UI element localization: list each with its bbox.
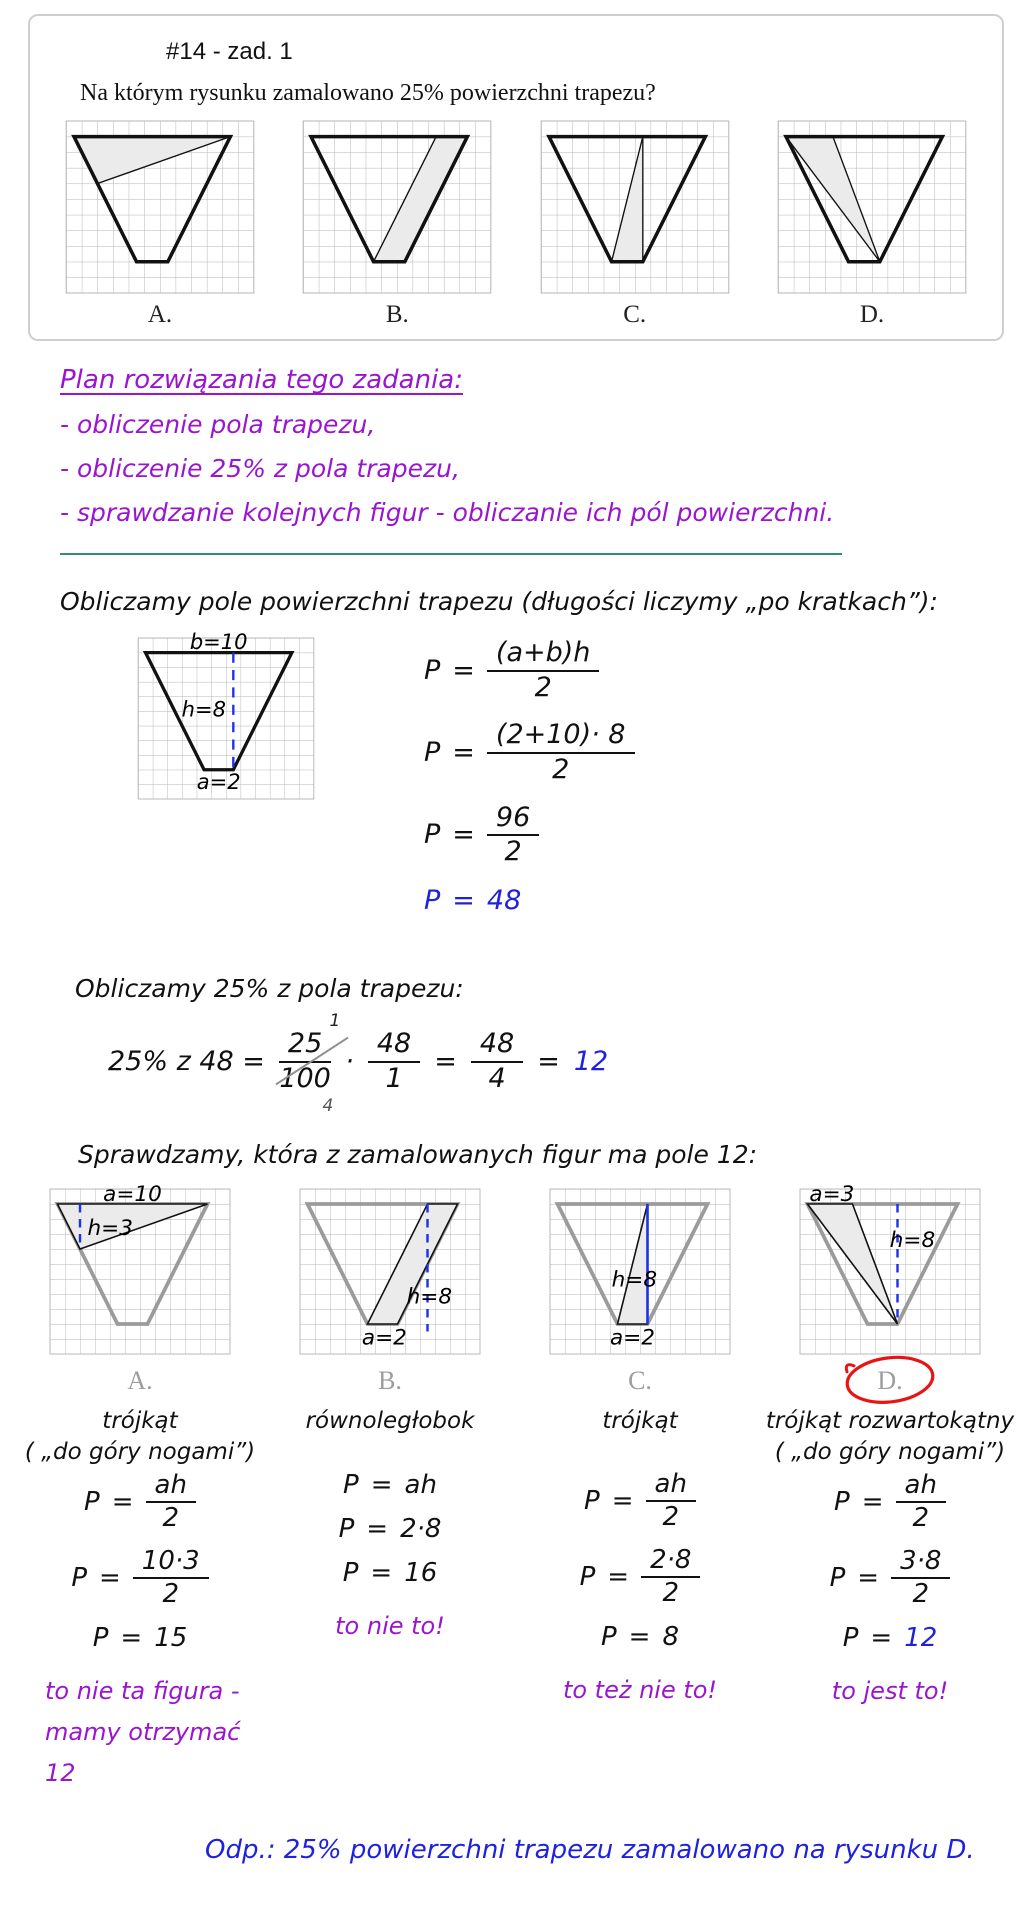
- formula-lhs: P: [84, 1486, 100, 1517]
- check-column-d: [765, 1181, 1015, 1794]
- formula-value: 2·8: [400, 1513, 442, 1544]
- check-label-b: [368, 1364, 412, 1398]
- label-h: h=8: [181, 696, 226, 722]
- fraction-denominator: 100: [279, 1062, 331, 1094]
- check-label-c-text: C.: [628, 1365, 652, 1395]
- fraction-numerator: 25: [279, 1029, 331, 1063]
- percent-lead: 25% z 48 =: [108, 1045, 265, 1077]
- formula-lhs: P: [834, 1486, 850, 1517]
- fraction-denominator: 2: [662, 1502, 680, 1533]
- formula-lhs: P: [579, 1561, 596, 1592]
- formula-eq: =: [452, 885, 475, 917]
- formula-eq: =: [870, 1623, 893, 1654]
- label-h: h=8: [611, 1267, 658, 1292]
- trapezoid-diagram-d: [778, 121, 966, 293]
- formula-eq: =: [607, 1561, 630, 1592]
- problem-figure-a: [66, 121, 254, 329]
- formula-lhs: P: [584, 1485, 600, 1516]
- fraction: [146, 1471, 196, 1533]
- figure-type-b: [306, 1404, 475, 1466]
- formula-value: 15: [154, 1623, 188, 1654]
- formula-lhs: P: [342, 1557, 359, 1588]
- check-columns: [15, 1181, 1017, 1794]
- label-h: h=3: [87, 1215, 133, 1241]
- formula-lhs: P: [424, 737, 441, 769]
- fraction: [487, 720, 635, 784]
- fraction-denominator: 2: [912, 1579, 930, 1610]
- check-label-a-text: A.: [127, 1365, 153, 1395]
- figure-type-a: [25, 1404, 255, 1467]
- formula-lhs: P: [424, 885, 441, 917]
- equals-sign: =: [537, 1045, 560, 1077]
- formula-eq: =: [628, 1621, 651, 1652]
- area-row: [138, 628, 1032, 934]
- figure-type-line: równoległobok: [305, 1407, 475, 1434]
- formula-eq: =: [111, 1486, 134, 1517]
- option-label-b: B.: [385, 301, 409, 328]
- figure-type-line: ( „do góry nogami”): [774, 1439, 1006, 1466]
- fraction: [487, 803, 539, 867]
- option-label-c: C.: [623, 301, 647, 328]
- area-steps: [424, 638, 635, 934]
- formula-step: [71, 1547, 208, 1609]
- percent-heading: Obliczamy 25% z pola trapezu:: [75, 974, 464, 1004]
- verdict-line: to nie to!: [335, 1611, 445, 1640]
- problem-figures-row: [48, 121, 984, 329]
- formula-step: [834, 1471, 946, 1533]
- formula-eq: =: [452, 654, 475, 686]
- formula-step: [580, 1546, 701, 1608]
- section-divider: [60, 553, 842, 555]
- option-label-d: D.: [859, 301, 885, 328]
- verdict-b: [335, 1606, 445, 1647]
- formula-lhs: P: [338, 1513, 355, 1544]
- formula-eq: =: [120, 1623, 143, 1654]
- label-a: a=2: [196, 768, 241, 794]
- formula-lhs: P: [600, 1621, 617, 1652]
- verdict-line: to nie ta figura -: [45, 1677, 240, 1706]
- formula-value: ah: [404, 1469, 437, 1500]
- fraction-numerator: ah: [646, 1470, 696, 1503]
- figure-type-c: [602, 1404, 677, 1466]
- figure-type-line: trójkąt rozwartokątny: [765, 1407, 1015, 1434]
- verdict-line: to też nie to!: [562, 1675, 718, 1704]
- formula-lhs: P: [343, 1469, 359, 1500]
- fraction-numerator: (2+10)· 8: [487, 720, 635, 754]
- formula-step: [343, 1558, 438, 1588]
- percent-calculation: [108, 1011, 1032, 1116]
- fraction-denominator: 4: [488, 1062, 506, 1094]
- label-a: a=3: [809, 1181, 855, 1207]
- problem-box: [28, 14, 1004, 341]
- label-a: a=10: [103, 1181, 162, 1207]
- fraction: [646, 1470, 696, 1532]
- verdict-a: [45, 1671, 265, 1793]
- check-label-b-text: B.: [378, 1365, 402, 1395]
- formula-result: [424, 885, 635, 916]
- figure-type-line: trójkąt: [602, 1407, 678, 1434]
- fraction-numerator: 2·8: [641, 1546, 700, 1579]
- formula-step: [343, 1470, 437, 1500]
- formula-step: [830, 1547, 951, 1609]
- formula-value: 12: [904, 1623, 938, 1654]
- percent-result: 12: [573, 1045, 609, 1077]
- trapezoid-dimensions-diagram: [138, 628, 314, 799]
- plan-item: - sprawdzanie kolejnych figur - obliczanie ich pól powierzchni.: [60, 498, 835, 527]
- label-a: a=2: [610, 1325, 655, 1351]
- plan-item: - obliczenie pola trapezu,: [60, 410, 376, 439]
- formula-eq: =: [370, 1469, 393, 1500]
- formula-result: [843, 1623, 938, 1653]
- formula-step: [424, 803, 635, 867]
- trapezoid-diagram-c: [541, 121, 729, 293]
- verdict-c: [563, 1670, 717, 1711]
- formula-eq: =: [861, 1486, 884, 1517]
- formula-eq: =: [99, 1562, 121, 1593]
- fraction-numerator: 96: [487, 803, 539, 837]
- formula-eq: =: [370, 1557, 393, 1588]
- figure-type-line: ( „do góry nogami”): [24, 1439, 256, 1466]
- plan-heading: Plan rozwiązania tego zadania:: [60, 365, 463, 395]
- fraction: [641, 1546, 700, 1608]
- fraction: [133, 1547, 209, 1609]
- formula-eq: =: [452, 737, 475, 769]
- formula-value: 48: [486, 885, 522, 917]
- fraction: [368, 1029, 420, 1093]
- formula-lhs: P: [92, 1623, 109, 1654]
- check-label-a: [117, 1364, 162, 1398]
- fraction-numerator: 48: [368, 1029, 420, 1063]
- formula-eq: =: [452, 819, 475, 851]
- fraction-denominator: 2: [162, 1579, 180, 1610]
- formula-value: 16: [404, 1557, 438, 1588]
- cancel-top-digit: 1: [329, 1011, 341, 1032]
- check-label-c: [618, 1364, 662, 1398]
- verdict-line: mamy otrzymać 12: [45, 1717, 241, 1787]
- fraction-denominator: 2: [662, 1578, 680, 1609]
- fraction: [891, 1547, 950, 1609]
- fraction-denominator: 2: [504, 836, 522, 868]
- fraction: [487, 638, 600, 702]
- check-column-b: [265, 1189, 515, 1794]
- final-answer: Odp.: 25% powierzchni trapezu zamalowano na rysunku D.: [205, 1835, 975, 1866]
- problem-figure-b: [303, 121, 491, 329]
- formula-step: [424, 720, 635, 784]
- fraction-numerator: (a+b)h: [487, 638, 600, 672]
- formula-eq: =: [366, 1513, 389, 1544]
- area-heading: Obliczamy pole powierzchni trapezu (długości liczymy „po kratkach”):: [60, 587, 938, 616]
- check-column-c: [515, 1189, 765, 1794]
- problem-figure-d: [778, 121, 966, 329]
- fraction-numerator: ah: [146, 1471, 196, 1504]
- problem-title: #14 - zad. 1: [166, 38, 293, 65]
- verdict-line: to jest to!: [831, 1677, 949, 1706]
- fraction: [896, 1471, 946, 1533]
- check-diagram-a: [50, 1181, 230, 1354]
- solution-plan: [60, 365, 972, 527]
- formula-eq: =: [611, 1485, 634, 1516]
- formula-lhs: P: [71, 1562, 87, 1593]
- label-h: h=8: [889, 1227, 936, 1253]
- fraction: [471, 1029, 523, 1093]
- option-label-a: A.: [147, 301, 173, 328]
- figure-type-d: [766, 1404, 1014, 1467]
- check-diagram-b: [300, 1189, 480, 1354]
- check-label-d-text: D.: [877, 1365, 903, 1395]
- fraction-denominator: 2: [162, 1503, 180, 1534]
- formula-lhs: P: [829, 1562, 846, 1593]
- cancelled-fraction: [279, 1011, 341, 1116]
- verdict-d: [832, 1671, 948, 1712]
- check-heading: Sprawdzamy, która z zamalowanych figur ma pole 12:: [78, 1139, 758, 1169]
- label-a: a=2: [361, 1325, 407, 1351]
- formula-lhs: P: [424, 654, 441, 686]
- fraction-denominator: 1: [385, 1062, 403, 1094]
- check-column-a: [15, 1181, 265, 1794]
- fraction-denominator: 2: [534, 671, 552, 703]
- fraction-numerator: 48: [471, 1029, 523, 1063]
- label-b: b=10: [189, 628, 248, 654]
- multiply-dot: ·: [345, 1045, 354, 1077]
- check-diagram-c: [550, 1189, 730, 1354]
- formula-step: [584, 1470, 696, 1532]
- check-label-d: [867, 1364, 912, 1398]
- problem-question: Na którym rysunku zamalowano 25% powierzchni trapezu?: [80, 80, 656, 106]
- formula-lhs: P: [424, 819, 441, 851]
- formula-step: [601, 1622, 679, 1652]
- problem-figure-c: [541, 121, 729, 329]
- fraction-numerator: 3·8: [891, 1547, 950, 1580]
- formula-eq: =: [857, 1562, 880, 1593]
- trapezoid-diagram-a: [66, 121, 254, 293]
- trapezoid-diagram-b: [303, 121, 491, 293]
- equals-sign: =: [434, 1045, 457, 1077]
- check-diagram-d: [800, 1181, 980, 1354]
- formula-step: [84, 1471, 196, 1533]
- formula-lhs: P: [842, 1623, 859, 1654]
- fraction-denominator: 2: [552, 754, 570, 786]
- cancel-bottom-digit: 4: [322, 1095, 334, 1116]
- formula-step: [339, 1514, 442, 1544]
- formula-step: [424, 638, 635, 702]
- fraction-numerator: ah: [896, 1471, 946, 1504]
- formula-value: 8: [662, 1621, 680, 1652]
- label-h: h=8: [406, 1283, 453, 1309]
- figure-type-line: trójkąt: [102, 1407, 178, 1434]
- formula-step: [93, 1623, 188, 1653]
- fraction-denominator: 2: [912, 1503, 930, 1534]
- fraction-numerator: 10·3: [133, 1547, 209, 1580]
- plan-item: - obliczenie 25% z pola trapezu,: [60, 454, 460, 483]
